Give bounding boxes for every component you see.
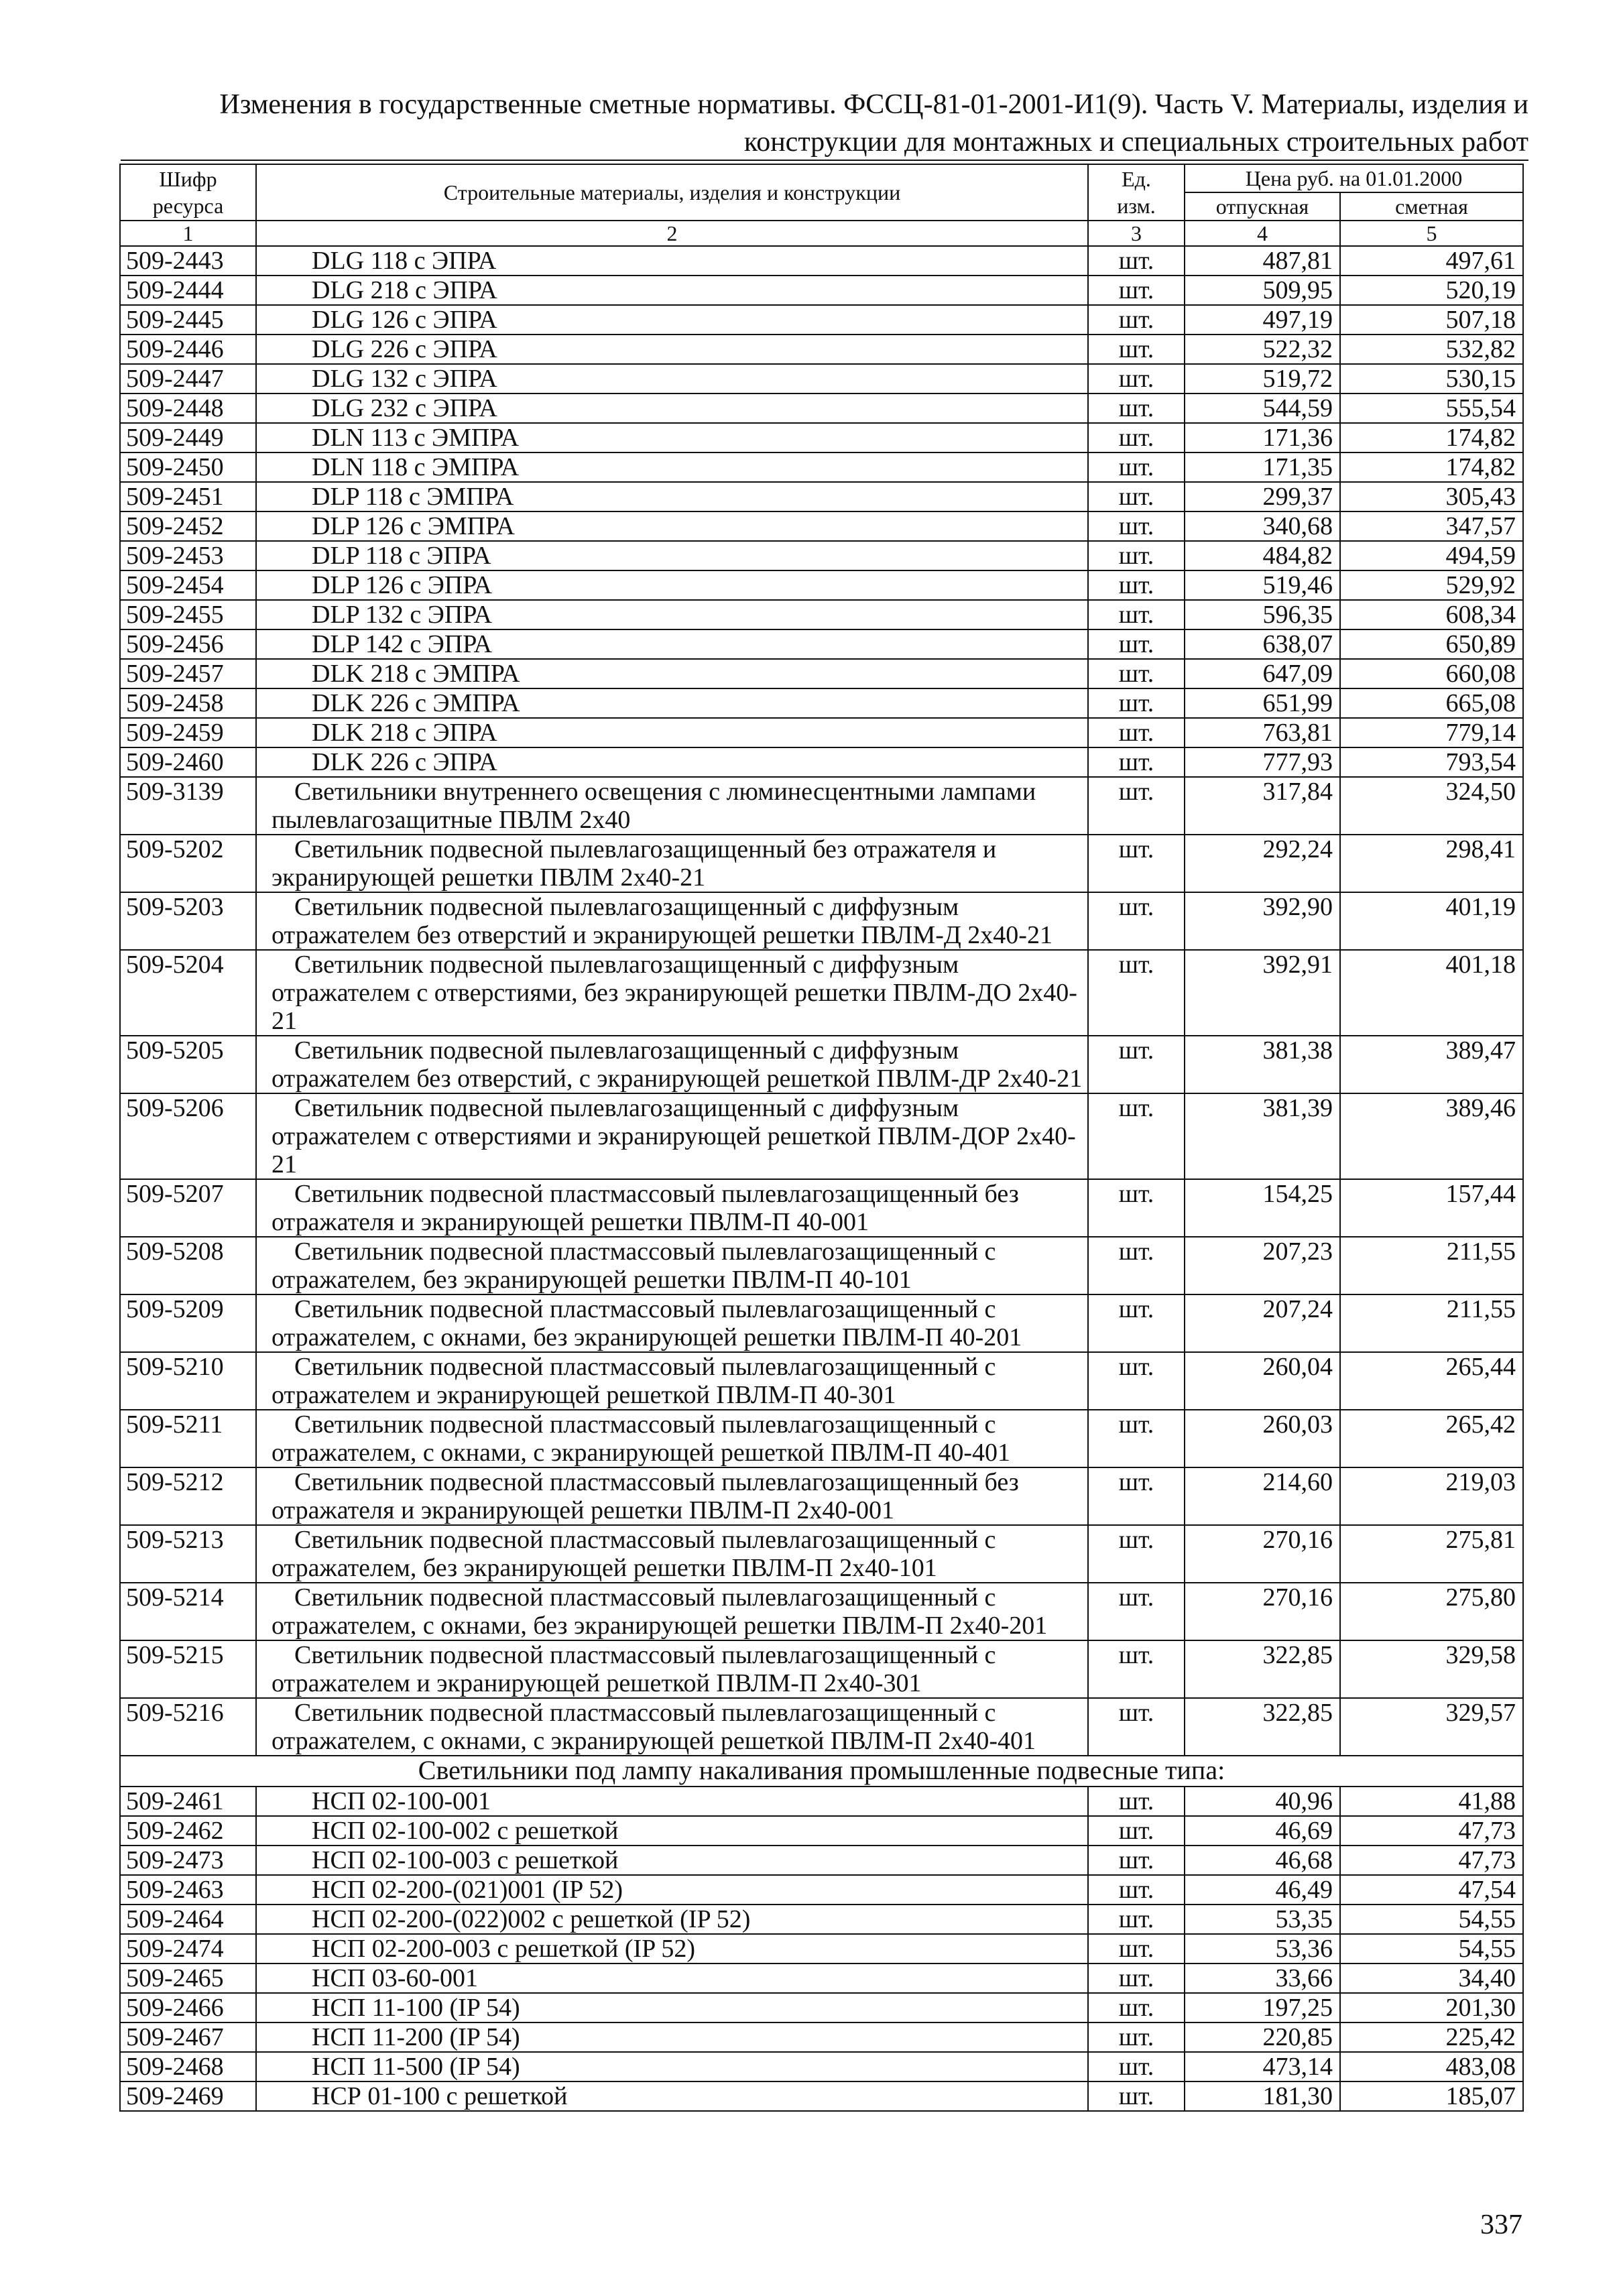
- release-price: 473,14: [1185, 2052, 1340, 2081]
- release-price: 544,59: [1185, 394, 1340, 423]
- table-row: [120, 1905, 1523, 1934]
- document-header: [121, 86, 1528, 161]
- resource-code: 509-2444: [120, 276, 256, 305]
- release-price: 763,81: [1185, 718, 1340, 747]
- unit: шт.: [1088, 1787, 1185, 1816]
- unit: шт.: [1088, 950, 1185, 1036]
- material-name: Светильник подвесной пластмассовый пылевлагозащищенный с отражателем, с окнами, без экранирующей решетки ПВЛМ-П 40-201: [256, 1294, 1088, 1352]
- resource-code: 509-2467: [120, 2022, 256, 2052]
- table-row: [120, 1410, 1523, 1467]
- unit: шт.: [1088, 541, 1185, 570]
- resource-code: 509-5213: [120, 1525, 256, 1583]
- estimate-price: 265,42: [1340, 1410, 1523, 1467]
- material-name: НСП 11-200 (IP 54): [256, 2022, 1088, 2052]
- resource-code: 509-2462: [120, 1816, 256, 1846]
- resource-code: 509-2447: [120, 364, 256, 394]
- estimate-price: 41,88: [1340, 1787, 1523, 1816]
- table-row: [120, 1993, 1523, 2022]
- material-name: НСП 02-100-001: [256, 1787, 1088, 1816]
- material-name: DLN 118 с ЭМПРА: [256, 452, 1088, 482]
- material-name: НСП 03-60-001: [256, 1963, 1088, 1993]
- resource-code: 509-5216: [120, 1698, 256, 1756]
- unit: шт.: [1088, 1410, 1185, 1467]
- material-name: DLN 113 с ЭМПРА: [256, 423, 1088, 452]
- release-price: 171,35: [1185, 452, 1340, 482]
- estimate-price: 779,14: [1340, 718, 1523, 747]
- unit: шт.: [1088, 892, 1185, 950]
- col-estimate-header: сметная: [1340, 192, 1523, 221]
- estimate-price: 507,18: [1340, 305, 1523, 335]
- estimate-price: 211,55: [1340, 1294, 1523, 1352]
- table-row: [120, 541, 1523, 570]
- release-price: 381,39: [1185, 1093, 1340, 1179]
- estimate-price: 483,08: [1340, 2052, 1523, 2081]
- release-price: 40,96: [1185, 1787, 1340, 1816]
- material-name: НСР 01-100 с решеткой: [256, 2081, 1088, 2111]
- estimate-price: 34,40: [1340, 1963, 1523, 1993]
- material-name: Светильники внутреннего освещения с люминесцентными лампами пылевлагозащитные ПВЛМ 2х40: [256, 777, 1088, 835]
- material-name: DLG 118 с ЭПРА: [256, 246, 1088, 276]
- unit: шт.: [1088, 1179, 1185, 1237]
- release-price: 322,85: [1185, 1698, 1340, 1756]
- resource-code: 509-2450: [120, 452, 256, 482]
- material-name: НСП 02-200-003 с решеткой (IP 52): [256, 1934, 1088, 1963]
- release-price: 33,66: [1185, 1963, 1340, 1993]
- estimate-price: 275,80: [1340, 1583, 1523, 1640]
- table-body: [120, 246, 1523, 2111]
- table-row: [120, 659, 1523, 688]
- estimate-price: 201,30: [1340, 1993, 1523, 2022]
- unit: шт.: [1088, 1467, 1185, 1525]
- material-name: Светильник подвесной пластмассовый пылевлагозащищенный без отражателя и экранирующей решетки ПВЛМ-П 2х40-001: [256, 1467, 1088, 1525]
- col-number-2: 2: [256, 221, 1088, 246]
- estimate-price: 793,54: [1340, 747, 1523, 777]
- material-name: НСП 02-200-(021)001 (IP 52): [256, 1875, 1088, 1905]
- resource-code: 509-2464: [120, 1905, 256, 1934]
- col-unit-header: Ед. изм.: [1088, 164, 1185, 221]
- release-price: 340,68: [1185, 511, 1340, 541]
- price-table: [119, 164, 1524, 2112]
- table-row: [120, 2052, 1523, 2081]
- page-number: 337: [1480, 2210, 1522, 2240]
- table-row: [120, 335, 1523, 364]
- col-release-header: отпускная: [1185, 192, 1340, 221]
- release-price: 647,09: [1185, 659, 1340, 688]
- table-row: [120, 1934, 1523, 1963]
- material-name: Светильник подвесной пластмассовый пылевлагозащищенный без отражателя и экранирующей решетки ПВЛМ-П 40-001: [256, 1179, 1088, 1237]
- material-name: Светильник подвесной пластмассовый пылевлагозащищенный с отражателем, с окнами, с экранирующей решеткой ПВЛМ-П 40-401: [256, 1410, 1088, 1467]
- table-row: [120, 629, 1523, 659]
- material-name: DLP 118 с ЭМПРА: [256, 482, 1088, 511]
- unit: шт.: [1088, 511, 1185, 541]
- release-price: 497,19: [1185, 305, 1340, 335]
- table-header: [120, 164, 1523, 246]
- unit: шт.: [1088, 335, 1185, 364]
- estimate-price: 275,81: [1340, 1525, 1523, 1583]
- release-price: 651,99: [1185, 688, 1340, 718]
- col-number-5: 5: [1340, 221, 1523, 246]
- release-price: 322,85: [1185, 1640, 1340, 1698]
- resource-code: 509-2445: [120, 305, 256, 335]
- estimate-price: 329,58: [1340, 1640, 1523, 1698]
- release-price: 53,36: [1185, 1934, 1340, 1963]
- table-row: [120, 482, 1523, 511]
- unit: шт.: [1088, 835, 1185, 892]
- table-row: [120, 1294, 1523, 1352]
- material-name: Светильник подвесной пластмассовый пылевлагозащищенный с отражателем, без экранирующей решетки ПВЛМ-П 2х40-101: [256, 1525, 1088, 1583]
- unit: шт.: [1088, 777, 1185, 835]
- resource-code: 509-5215: [120, 1640, 256, 1698]
- release-price: 270,16: [1185, 1583, 1340, 1640]
- unit: шт.: [1088, 1993, 1185, 2022]
- release-price: 484,82: [1185, 541, 1340, 570]
- release-price: 207,24: [1185, 1294, 1340, 1352]
- unit: шт.: [1088, 364, 1185, 394]
- material-name: Светильник подвесной пластмассовый пылевлагозащищенный с отражателем, с окнами, с экранирующей решеткой ПВЛМ-П 2х40-401: [256, 1698, 1088, 1756]
- table-row: [120, 1525, 1523, 1583]
- release-price: 171,36: [1185, 423, 1340, 452]
- release-price: 292,24: [1185, 835, 1340, 892]
- estimate-price: 47,54: [1340, 1875, 1523, 1905]
- table-row: [120, 1816, 1523, 1846]
- resource-code: 509-2458: [120, 688, 256, 718]
- estimate-price: 532,82: [1340, 335, 1523, 364]
- release-price: 181,30: [1185, 2081, 1340, 2111]
- table-row: [120, 1237, 1523, 1294]
- unit: шт.: [1088, 1352, 1185, 1410]
- estimate-price: 497,61: [1340, 246, 1523, 276]
- estimate-price: 608,34: [1340, 600, 1523, 629]
- table-row: [120, 2081, 1523, 2111]
- material-name: DLG 232 с ЭПРА: [256, 394, 1088, 423]
- estimate-price: 665,08: [1340, 688, 1523, 718]
- resource-code: 509-2463: [120, 1875, 256, 1905]
- release-price: 260,04: [1185, 1352, 1340, 1410]
- estimate-price: 174,82: [1340, 452, 1523, 482]
- release-price: 777,93: [1185, 747, 1340, 777]
- resource-code: 509-2453: [120, 541, 256, 570]
- resource-code: 509-5206: [120, 1093, 256, 1179]
- section-title: Светильники под лампу накаливания промышленные подвесные типа:: [120, 1756, 1523, 1787]
- resource-code: 509-2474: [120, 1934, 256, 1963]
- material-name: Светильник подвесной пылевлагозащищенный с диффузным отражателем без отверстий и экранирующей решетки ПВЛМ-Д 2х40-21: [256, 892, 1088, 950]
- release-price: 53,35: [1185, 1905, 1340, 1934]
- section-row: [120, 1756, 1523, 1787]
- unit: шт.: [1088, 1640, 1185, 1698]
- material-name: DLG 226 с ЭПРА: [256, 335, 1088, 364]
- unit: шт.: [1088, 1583, 1185, 1640]
- resource-code: 509-5210: [120, 1352, 256, 1410]
- release-price: 46,49: [1185, 1875, 1340, 1905]
- estimate-price: 298,41: [1340, 835, 1523, 892]
- release-price: 207,23: [1185, 1237, 1340, 1294]
- resource-code: 509-5214: [120, 1583, 256, 1640]
- release-price: 509,95: [1185, 276, 1340, 305]
- resource-code: 509-2466: [120, 1993, 256, 2022]
- resource-code: 509-5211: [120, 1410, 256, 1467]
- release-price: 317,84: [1185, 777, 1340, 835]
- estimate-price: 494,59: [1340, 541, 1523, 570]
- material-name: Светильник подвесной пылевлагозащищенный с диффузным отражателем без отверстий, с экранирующей решеткой ПВЛМ-ДР 2х40-21: [256, 1036, 1088, 1093]
- col-code-header: Шифр ресурса: [120, 164, 256, 221]
- unit: шт.: [1088, 718, 1185, 747]
- material-name: НСП 11-500 (IP 54): [256, 2052, 1088, 2081]
- col-number-3: 3: [1088, 221, 1185, 246]
- resource-code: 509-2446: [120, 335, 256, 364]
- release-price: 392,91: [1185, 950, 1340, 1036]
- table-row: [120, 276, 1523, 305]
- material-name: Светильник подвесной пылевлагозащищенный без отражателя и экранирующей решетки ПВЛМ 2х40-21: [256, 835, 1088, 892]
- release-price: 519,72: [1185, 364, 1340, 394]
- material-name: DLP 132 с ЭПРА: [256, 600, 1088, 629]
- release-price: 46,69: [1185, 1816, 1340, 1846]
- resource-code: 509-2457: [120, 659, 256, 688]
- table-row: [120, 246, 1523, 276]
- estimate-price: 530,15: [1340, 364, 1523, 394]
- table-row: [120, 1963, 1523, 1993]
- material-name: DLG 126 с ЭПРА: [256, 305, 1088, 335]
- estimate-price: 225,42: [1340, 2022, 1523, 2052]
- estimate-price: 660,08: [1340, 659, 1523, 688]
- unit: шт.: [1088, 1294, 1185, 1352]
- header-line-1: Изменения в государственные сметные нормативы. ФССЦ-81-01-2001-И1(9). Часть V. Материалы, изделия и: [219, 89, 1528, 120]
- resource-code: 509-2468: [120, 2052, 256, 2081]
- unit: шт.: [1088, 1698, 1185, 1756]
- table-row: [120, 835, 1523, 892]
- estimate-price: 555,54: [1340, 394, 1523, 423]
- table-row: [120, 570, 1523, 600]
- table-row: [120, 892, 1523, 950]
- table-row: [120, 1698, 1523, 1756]
- estimate-price: 219,03: [1340, 1467, 1523, 1525]
- material-name: DLK 226 с ЭМПРА: [256, 688, 1088, 718]
- resource-code: 509-5204: [120, 950, 256, 1036]
- table-row: [120, 1640, 1523, 1698]
- material-name: Светильник подвесной пластмассовый пылевлагозащищенный с отражателем и экранирующей решеткой ПВЛМ-П 2х40-301: [256, 1640, 1088, 1698]
- unit: шт.: [1088, 1963, 1185, 1993]
- release-price: 214,60: [1185, 1467, 1340, 1525]
- table-row: [120, 1875, 1523, 1905]
- material-name: Светильник подвесной пластмассовый пылевлагозащищенный с отражателем, с окнами, без экранирующей решетки ПВЛМ-П 2х40-201: [256, 1583, 1088, 1640]
- resource-code: 509-3139: [120, 777, 256, 835]
- unit: шт.: [1088, 1816, 1185, 1846]
- estimate-price: 305,43: [1340, 482, 1523, 511]
- material-name: НСП 02-100-002 с решеткой: [256, 1816, 1088, 1846]
- unit: шт.: [1088, 1875, 1185, 1905]
- material-name: Светильник подвесной пластмассовый пылевлагозащищенный с отражателем, без экранирующей решетки ПВЛМ-П 40-101: [256, 1237, 1088, 1294]
- estimate-price: 329,57: [1340, 1698, 1523, 1756]
- table-row: [120, 452, 1523, 482]
- col-price-group-header: Цена руб. на 01.01.2000: [1185, 164, 1523, 192]
- unit: шт.: [1088, 570, 1185, 600]
- unit: шт.: [1088, 688, 1185, 718]
- release-price: 197,25: [1185, 1993, 1340, 2022]
- estimate-price: 265,44: [1340, 1352, 1523, 1410]
- resource-code: 509-5209: [120, 1294, 256, 1352]
- table-row: [120, 1583, 1523, 1640]
- material-name: DLP 126 с ЭПРА: [256, 570, 1088, 600]
- table-row: [120, 600, 1523, 629]
- col-number-1: 1: [120, 221, 256, 246]
- release-price: 381,38: [1185, 1036, 1340, 1093]
- material-name: НСП 02-100-003 с решеткой: [256, 1846, 1088, 1875]
- material-name: DLK 218 с ЭПРА: [256, 718, 1088, 747]
- material-name: DLP 118 с ЭПРА: [256, 541, 1088, 570]
- resource-code: 509-2460: [120, 747, 256, 777]
- unit: шт.: [1088, 1237, 1185, 1294]
- table-row: [120, 1467, 1523, 1525]
- release-price: 519,46: [1185, 570, 1340, 600]
- table-row: [120, 950, 1523, 1036]
- unit: шт.: [1088, 2052, 1185, 2081]
- estimate-price: 157,44: [1340, 1179, 1523, 1237]
- unit: шт.: [1088, 482, 1185, 511]
- table-row: [120, 1352, 1523, 1410]
- header-line-2: конструкции для монтажных и специальных строительных работ: [743, 127, 1528, 158]
- col-number-4: 4: [1185, 221, 1340, 246]
- unit: шт.: [1088, 276, 1185, 305]
- material-name: Светильник подвесной пылевлагозащищенный с диффузным отражателем с отверстиями и экранирующей решеткой ПВЛМ-ДОР 2х40-21: [256, 1093, 1088, 1179]
- material-name: DLK 226 с ЭПРА: [256, 747, 1088, 777]
- material-name: DLG 132 с ЭПРА: [256, 364, 1088, 394]
- table-row: [120, 423, 1523, 452]
- resource-code: 509-5205: [120, 1036, 256, 1093]
- unit: шт.: [1088, 423, 1185, 452]
- resource-code: 509-5212: [120, 1467, 256, 1525]
- estimate-price: 47,73: [1340, 1846, 1523, 1875]
- estimate-price: 211,55: [1340, 1237, 1523, 1294]
- estimate-price: 185,07: [1340, 2081, 1523, 2111]
- resource-code: 509-5203: [120, 892, 256, 950]
- resource-code: 509-2469: [120, 2081, 256, 2111]
- release-price: 299,37: [1185, 482, 1340, 511]
- estimate-price: 389,46: [1340, 1093, 1523, 1179]
- table-row: [120, 2022, 1523, 2052]
- table-row: [120, 1787, 1523, 1816]
- material-name: НСП 11-100 (IP 54): [256, 1993, 1088, 2022]
- table-row: [120, 1093, 1523, 1179]
- estimate-price: 529,92: [1340, 570, 1523, 600]
- release-price: 260,03: [1185, 1410, 1340, 1467]
- resource-code: 509-5207: [120, 1179, 256, 1237]
- table-row: [120, 394, 1523, 423]
- estimate-price: 174,82: [1340, 423, 1523, 452]
- table-row: [120, 718, 1523, 747]
- estimate-price: 401,18: [1340, 950, 1523, 1036]
- estimate-price: 401,19: [1340, 892, 1523, 950]
- resource-code: 509-2449: [120, 423, 256, 452]
- release-price: 154,25: [1185, 1179, 1340, 1237]
- material-name: Светильник подвесной пылевлагозащищенный с диффузным отражателем с отверстиями, без экранирующей решетки ПВЛМ-ДО 2х40-21: [256, 950, 1088, 1036]
- resource-code: 509-2465: [120, 1963, 256, 1993]
- estimate-price: 324,50: [1340, 777, 1523, 835]
- material-name: НСП 02-200-(022)002 с решеткой (IP 52): [256, 1905, 1088, 1934]
- table-row: [120, 1036, 1523, 1093]
- estimate-price: 47,73: [1340, 1816, 1523, 1846]
- unit: шт.: [1088, 1036, 1185, 1093]
- resource-code: 509-5202: [120, 835, 256, 892]
- table-row: [120, 1179, 1523, 1237]
- release-price: 522,32: [1185, 335, 1340, 364]
- material-name: Светильник подвесной пластмассовый пылевлагозащищенный с отражателем и экранирующей решеткой ПВЛМ-П 40-301: [256, 1352, 1088, 1410]
- resource-code: 509-2454: [120, 570, 256, 600]
- table-row: [120, 777, 1523, 835]
- unit: шт.: [1088, 1846, 1185, 1875]
- table-row: [120, 1846, 1523, 1875]
- resource-code: 509-2443: [120, 246, 256, 276]
- unit: шт.: [1088, 629, 1185, 659]
- unit: шт.: [1088, 452, 1185, 482]
- table-row: [120, 511, 1523, 541]
- unit: шт.: [1088, 2081, 1185, 2111]
- resource-code: 509-2473: [120, 1846, 256, 1875]
- estimate-price: 389,47: [1340, 1036, 1523, 1093]
- unit: шт.: [1088, 1525, 1185, 1583]
- estimate-price: 650,89: [1340, 629, 1523, 659]
- release-price: 46,68: [1185, 1846, 1340, 1875]
- unit: шт.: [1088, 1093, 1185, 1179]
- release-price: 270,16: [1185, 1525, 1340, 1583]
- resource-code: 509-2452: [120, 511, 256, 541]
- release-price: 487,81: [1185, 246, 1340, 276]
- resource-code: 509-2461: [120, 1787, 256, 1816]
- unit: шт.: [1088, 2022, 1185, 2052]
- release-price: 596,35: [1185, 600, 1340, 629]
- resource-code: 509-2448: [120, 394, 256, 423]
- estimate-price: 54,55: [1340, 1905, 1523, 1934]
- unit: шт.: [1088, 659, 1185, 688]
- material-name: DLP 142 с ЭПРА: [256, 629, 1088, 659]
- table-row: [120, 747, 1523, 777]
- resource-code: 509-2455: [120, 600, 256, 629]
- material-name: DLK 218 с ЭМПРА: [256, 659, 1088, 688]
- unit: шт.: [1088, 1905, 1185, 1934]
- estimate-price: 54,55: [1340, 1934, 1523, 1963]
- unit: шт.: [1088, 394, 1185, 423]
- unit: шт.: [1088, 747, 1185, 777]
- header-rule: [121, 160, 1528, 161]
- resource-code: 509-2456: [120, 629, 256, 659]
- material-name: DLP 126 с ЭМПРА: [256, 511, 1088, 541]
- release-price: 638,07: [1185, 629, 1340, 659]
- estimate-price: 347,57: [1340, 511, 1523, 541]
- col-name-header: Строительные материалы, изделия и конструкции: [256, 164, 1088, 221]
- table-row: [120, 305, 1523, 335]
- unit: шт.: [1088, 246, 1185, 276]
- resource-code: 509-2459: [120, 718, 256, 747]
- table-row: [120, 364, 1523, 394]
- table-row: [120, 688, 1523, 718]
- material-name: DLG 218 с ЭПРА: [256, 276, 1088, 305]
- unit: шт.: [1088, 600, 1185, 629]
- resource-code: 509-2451: [120, 482, 256, 511]
- unit: шт.: [1088, 305, 1185, 335]
- unit: шт.: [1088, 1934, 1185, 1963]
- estimate-price: 520,19: [1340, 276, 1523, 305]
- release-price: 220,85: [1185, 2022, 1340, 2052]
- release-price: 392,90: [1185, 892, 1340, 950]
- resource-code: 509-5208: [120, 1237, 256, 1294]
